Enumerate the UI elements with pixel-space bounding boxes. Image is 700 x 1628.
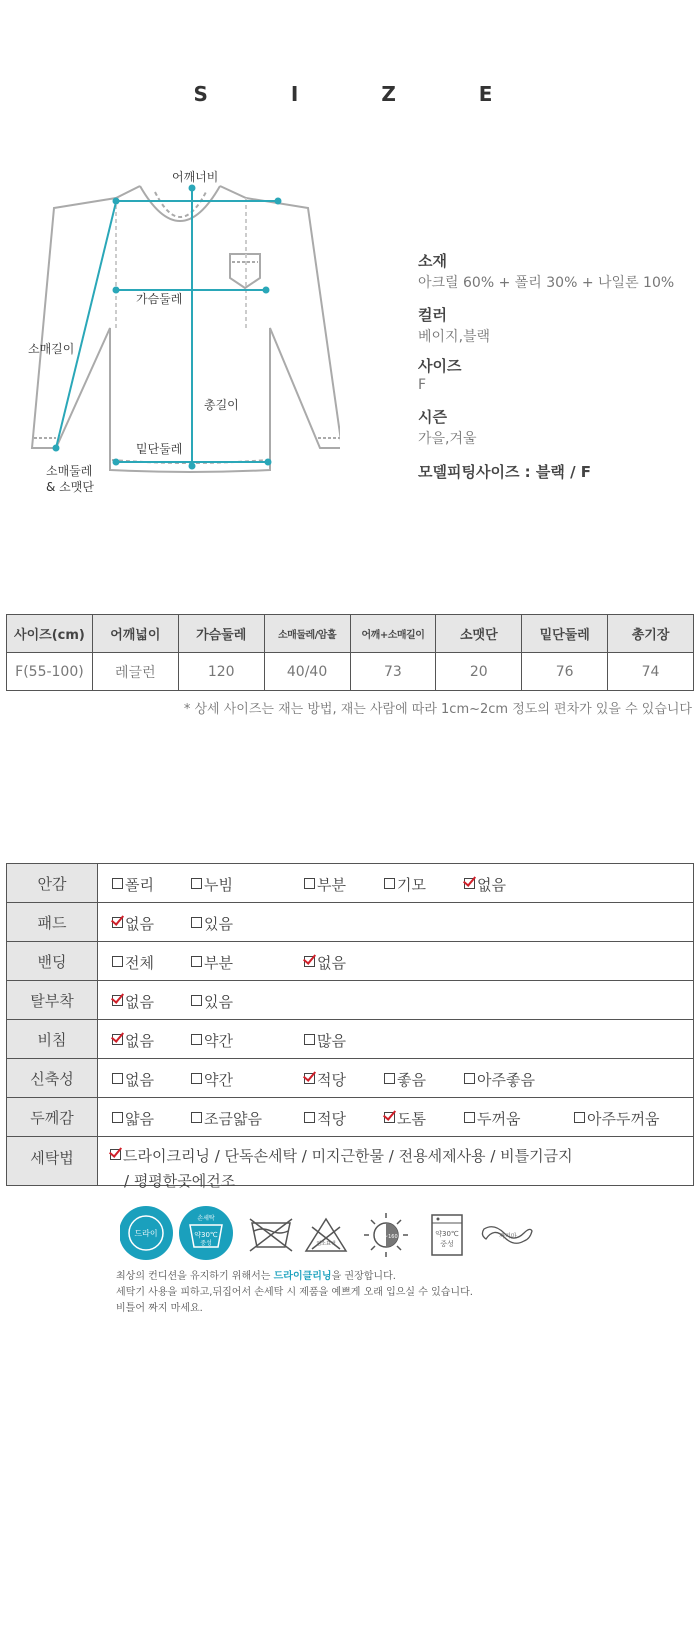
no-wring-icon [482,1227,532,1244]
condition-option[interactable] [112,913,154,934]
condition-option-label: 전체 [125,954,154,972]
condition-option-label: 부분 [204,954,233,972]
size-table-header: 밑단둘레 [522,615,608,653]
checkbox[interactable] [112,1112,123,1123]
condition-option[interactable] [304,1108,346,1129]
size-table-header: 가슴둘레 [178,615,264,653]
washing-note1: 최상의 컨디션을 유지하기 위해서는 드라이클리닝을 권장합니다. [116,1271,396,1282]
condition-option-label: 있음 [204,993,233,1011]
condition-option[interactable] [191,913,233,934]
condition-option[interactable] [464,1108,520,1129]
washing-cell [98,1137,694,1314]
checkbox[interactable] [112,878,123,889]
checkbox[interactable] [191,917,202,928]
condition-option[interactable] [112,952,154,973]
size-note: * 상세 사이즈는 재는 방법, 재는 사람에 따라 1cm~2cm 정도의 편차가 있을 수 있습니다 [183,702,692,717]
condition-option-label: 누빔 [204,876,233,894]
condition-option-label: 아주두꺼움 [587,1110,660,1128]
season-label: 시즌 [418,408,447,426]
condition-option[interactable] [191,952,233,973]
checkbox[interactable] [191,956,202,967]
table-row [7,864,694,903]
checkbox-checked[interactable] [112,917,123,928]
size-label: 사이즈 [418,357,462,375]
size-table-cell: 20 [436,653,522,691]
condition-option-label: 없음 [125,1071,154,1089]
info-size [418,355,461,393]
condition-options [98,1059,694,1098]
table-row [7,1137,694,1186]
size-table-cell: 40/40 [264,653,350,691]
condition-option[interactable] [191,1069,233,1090]
checkbox[interactable] [304,878,315,889]
condition-option-label: 없음 [125,993,154,1011]
color-value: 베이지,블랙 [418,329,491,345]
size-table-cell: 76 [522,653,608,691]
care-icons [120,1205,560,1265]
label-hem: 밑단둘레 [136,442,183,456]
info-season [418,406,477,448]
checkbox[interactable] [191,1073,202,1084]
table-row [7,903,694,942]
checkbox[interactable] [384,878,395,889]
condition-option[interactable] [112,1069,154,1090]
dry-clean-icon-text: 드라이 [134,1229,158,1238]
checkbox-checked[interactable] [112,1034,123,1045]
table-row [7,1098,694,1137]
washing-line2: / 평평한곳에건조 [124,1172,236,1190]
condition-option-label: 아주좋음 [477,1071,535,1089]
condition-options [98,903,694,942]
condition-option[interactable] [384,874,426,895]
condition-option[interactable] [112,991,154,1012]
washing-line1 [110,1145,573,1166]
checkbox[interactable] [304,1112,315,1123]
condition-option-label: 도톰 [397,1110,426,1128]
size-table-cell: 120 [178,653,264,691]
iron-icon [364,1213,408,1257]
checkbox[interactable] [574,1112,585,1123]
condition-option[interactable] [112,1108,154,1129]
condition-option[interactable] [304,874,346,895]
no-bleach-icon-text: 염소표백 [316,1241,336,1247]
condition-option[interactable] [464,1069,535,1090]
condition-options [98,864,694,903]
no-bleach-icon [306,1219,346,1251]
condition-option[interactable] [384,1108,426,1129]
condition-option[interactable] [304,1030,346,1051]
size-table-header: 총기장 [608,615,694,653]
condition-option-label: 적당 [317,1110,346,1128]
condition-option[interactable] [574,1108,659,1129]
table-row [7,942,694,981]
condition-option-label: 두꺼움 [477,1110,521,1128]
detergent-icon-top: 약30℃ [435,1230,459,1238]
size-table-header: 어깨넓이 [92,615,178,653]
checkbox[interactable] [464,1112,475,1123]
dry-clean-icon [120,1206,173,1260]
condition-option[interactable] [464,874,506,895]
washing-methods: 드라이크리닝 / 단독손세탁 / 미지근한물 / 전용세제사용 / 비틀기금지 [123,1147,573,1165]
condition-label: 밴딩 [7,942,98,981]
info-color [418,304,490,346]
condition-option-label: 약간 [204,1032,233,1050]
label-cuff-line1: 소매둘레 [46,464,93,478]
table-row [7,653,694,691]
label-sleeve-length: 소매길이 [28,342,75,356]
condition-option[interactable] [112,874,154,895]
checkbox[interactable] [304,1034,315,1045]
checkbox-checked[interactable] [304,956,315,967]
checkbox-checked[interactable] [464,878,475,889]
label-shoulder: 어깨너비 [172,170,219,184]
condition-table [6,863,694,1314]
label-chest: 가슴둘레 [136,292,183,306]
condition-option[interactable] [304,1069,346,1090]
model-fit-size: 모델피팅사이즈 : 블랙 / F [418,463,592,481]
condition-option-label: 기모 [397,876,426,894]
condition-label: 두께감 [7,1098,98,1137]
garment-diagram [20,170,340,510]
condition-option-label: 없음 [477,876,506,894]
size-table-cell: 73 [350,653,436,691]
hand-wash-icon-mid: 약30℃ [194,1231,218,1239]
condition-label: 비침 [7,1020,98,1059]
washing-note2: 세탁기 사용을 피하고,뒤집어서 손세탁 시 제품을 예쁘게 오래 입으실 수 있습니다. [116,1287,473,1298]
size-table-cell: 레글런 [92,653,178,691]
washing-note3: 비틀어 짜지 마세요. [116,1303,203,1314]
condition-option[interactable] [384,1069,426,1090]
washing-label: 세탁법 [7,1137,98,1186]
material-value: 아크릴 60% + 폴리 30% + 나일론 10% [418,275,675,291]
checkbox[interactable] [191,878,202,889]
condition-option-label: 있음 [204,915,233,933]
color-label: 컬러 [418,306,447,324]
condition-options [98,981,694,1020]
checkbox[interactable] [191,1034,202,1045]
size-table-cell: 74 [608,653,694,691]
neutral-detergent-icon [432,1215,462,1255]
condition-option[interactable] [304,952,346,973]
condition-option-label: 없음 [125,915,154,933]
condition-option-label: 폴리 [125,876,154,894]
condition-option[interactable] [191,1108,262,1129]
condition-option[interactable] [191,874,233,895]
table-row [7,981,694,1020]
hand-wash-icon-top: 손세탁 [197,1215,215,1222]
condition-label: 안감 [7,864,98,903]
condition-option-label: 없음 [125,1032,154,1050]
condition-option[interactable] [112,1030,154,1051]
page-title: S I Z E [193,82,531,106]
checkbox-checked[interactable] [112,995,123,1006]
condition-option-label: 좋음 [397,1071,426,1089]
size-table-header: 어깨+소매길이 [350,615,436,653]
table-row [7,1020,694,1059]
hand-wash-icon [179,1206,233,1260]
condition-label: 신축성 [7,1059,98,1098]
condition-option[interactable] [191,1030,233,1051]
condition-option-label: 부분 [317,876,346,894]
size-table-header: 소맷단 [436,615,522,653]
checkbox[interactable] [112,1073,123,1084]
condition-option-label: 없음 [317,954,346,972]
condition-option-label: 적당 [317,1071,346,1089]
table-row [7,1059,694,1098]
detergent-icon-bot: 중성 [440,1240,454,1248]
size-table-cell: F(55-100) [7,653,93,691]
condition-option-label: 조금얇음 [204,1110,262,1128]
label-cuff-line2: & 소맷단 [46,480,94,494]
size-table-header: 사이즈(cm) [7,615,93,653]
condition-options [98,942,694,981]
size-table [6,614,694,691]
checkbox[interactable] [112,956,123,967]
condition-label: 패드 [7,903,98,942]
condition-option-label: 얇음 [125,1110,154,1128]
hand-wash-icon-bot: 중성 [200,1240,212,1247]
size-table-header: 소매둘레/암홀 [264,615,350,653]
checkbox[interactable] [384,1073,395,1084]
info-material [418,250,674,292]
condition-option-label: 약간 [204,1071,233,1089]
season-value: 가을,겨울 [418,431,477,447]
no-machine-wash-icon [250,1219,292,1251]
condition-option-label: 많음 [317,1032,346,1050]
size-table-header-row [7,615,694,653]
checkbox[interactable] [191,995,202,1006]
checkbox-checked[interactable] [384,1112,395,1123]
checkbox-checked[interactable] [304,1073,315,1084]
size-value: F [418,377,427,393]
checkbox-checked[interactable] [110,1149,121,1160]
condition-label: 탈부착 [7,981,98,1020]
condition-options [98,1020,694,1059]
label-total-length: 총길이 [204,398,239,412]
checkbox[interactable] [191,1112,202,1123]
condition-options [98,1098,694,1137]
checkbox[interactable] [464,1073,475,1084]
material-label: 소재 [418,252,447,270]
iron-icon-text: 140~160 [374,1234,398,1240]
no-wring-icon-text: 짜지마 [499,1233,517,1240]
condition-option[interactable] [191,991,233,1012]
